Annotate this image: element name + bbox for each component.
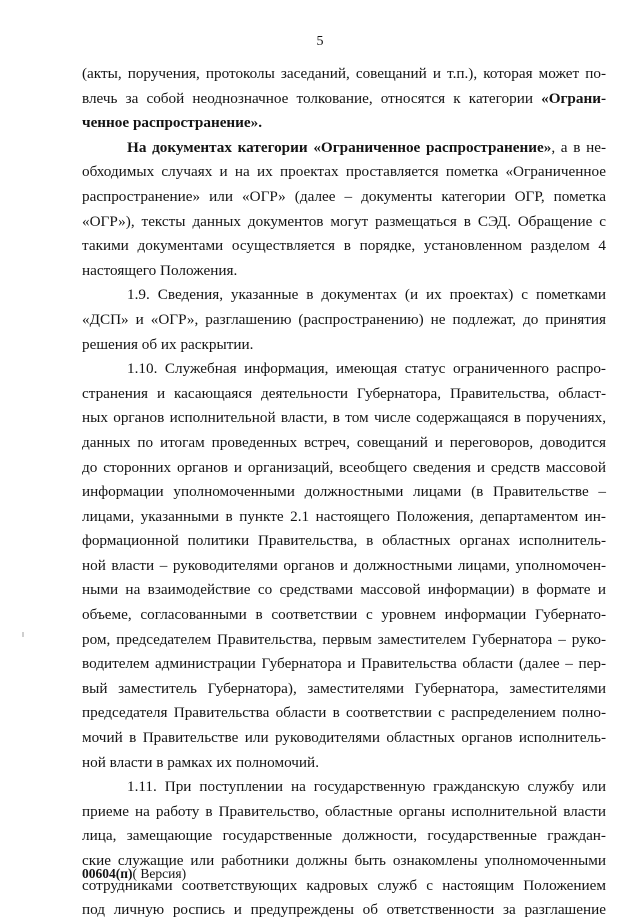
text-segment: вый заместитель Губернатора), заместителями Губернатора, заместителями [82,679,606,697]
text-segment: председателя Правительства области в соответствии с распределением полно- [82,704,606,722]
text-line [82,775,606,800]
text-segment: ной власти в рамках их полномочий. [82,753,319,771]
text-line [82,259,606,284]
text-segment: обходимых случаях и на их проектах проставляется пометка «Ограниченное [82,163,606,181]
text-segment: сотрудниками соответствующих кадровых служб с настоящим Положением [82,876,606,894]
text-line [82,333,606,358]
text-line [82,62,606,87]
footer-document-code: 00604(п) [82,866,133,881]
text-segment: , а в не- [551,138,606,156]
text-segment: настоящего Положения. [82,261,238,279]
text-segment: «ДСП» и «ОГР», разглашению (распространению) не подлежат, до принятия [82,310,606,328]
text-line [82,480,606,505]
text-segment: формационной политики Правительства, в областных органах исполнитель- [82,532,606,550]
document-body [82,62,606,923]
text-segment: решения об их раскрытии. [82,335,254,353]
text-line [82,505,606,530]
page-number: 5 [316,34,324,49]
text-segment: данных по итогам проведенных встреч, совещаний и переговоров, доводится [82,433,606,451]
text-line [82,431,606,456]
text-line [82,652,606,677]
text-line [82,726,606,751]
text-line [82,554,606,579]
text-segment: информации уполномоченными должностными лицами (в Правительстве – [82,483,606,501]
text-line [82,87,606,112]
bold-text-segment: ченное распространение». [82,114,263,132]
text-segment: до сторонних органов и организаций, всеобщего сведения и средств массовой [82,458,606,476]
text-line [82,185,606,210]
text-line [82,357,606,382]
bold-text-segment: На документах категории «Ограниченное распространение» [127,138,552,156]
text-line [82,898,606,923]
text-segment: лица, замещающие государственные должности, государственные граждан- [82,827,606,845]
text-line [82,160,606,185]
text-line [82,283,606,308]
text-segment: ными на взаимодействие со средствами массовой информации) в формате и [82,581,606,599]
margin-mark [22,632,24,637]
text-segment: мочий в Правительстве или руководителями областных органов исполнитель- [82,729,606,747]
text-segment: приеме на работу в Правительство, областные органы исполнительной власти [82,802,606,820]
text-segment: ром, председателем Правительства, первым заместителем Губернатора – руко- [82,630,606,648]
text-segment: 1.10. Служебная информация, имеющая статус ограниченного распро- [127,360,606,378]
text-line [82,677,606,702]
text-segment: странения и касающаяся деятельности Губернатора, Правительства, област- [82,384,606,402]
bold-text-segment: «Ограни- [541,89,606,107]
text-line [82,529,606,554]
text-segment: ские служащие или работники должны быть ознакомлены уполномоченными [82,852,606,869]
text-line [82,406,606,431]
text-segment: 1.11. При поступлении на государственную гражданскую службу или [127,778,606,796]
text-segment: 1.9. Сведения, указанные в документах (и их проектах) с пометками [127,286,606,304]
text-segment: распространение» или «ОГР» (далее – документы категории ОГР, пометка [82,187,606,205]
text-segment: «ОГР»), тексты данных документов могут размещаться в СЭД. Обращение с [82,212,606,230]
text-segment: влечь за собой неоднозначное толкование, относятся к категории [82,89,542,107]
text-line [82,136,606,161]
document-footer [82,866,186,882]
text-segment: лицами, указанными в пункте 2.1 настоящего Положения, департаментом ин- [82,507,606,525]
text-line [82,800,606,825]
text-segment: под личную роспись и предупреждены об ответственности за разглашение [82,901,606,919]
text-line [82,308,606,333]
text-line [82,701,606,726]
text-segment: водителем администрации Губернатора и Правительства области (далее – пер- [82,655,606,673]
text-line [82,234,606,259]
text-line [82,111,606,136]
text-line [82,751,606,776]
text-line [82,603,606,628]
text-line [82,578,606,603]
text-segment: объеме, согласованными в соответствии с уровнем информации Губернато- [82,606,606,624]
text-line [82,456,606,481]
text-line [82,210,606,235]
text-segment: такими документами осуществляется в порядке, установленном разделом 4 [82,237,606,255]
text-segment: ных органов исполнительной власти, в том числе содержащаяся в поручениях, [82,409,606,427]
text-line [82,628,606,653]
text-line [82,824,606,849]
footer-version-label: ( Версия) [132,866,187,881]
text-line [82,382,606,407]
text-segment: ной власти – руководителями органов и должностными лицами, уполномочен- [82,556,606,574]
text-segment: (акты, поручения, протоколы заседаний, совещаний и т.п.), которая может по- [82,65,606,82]
